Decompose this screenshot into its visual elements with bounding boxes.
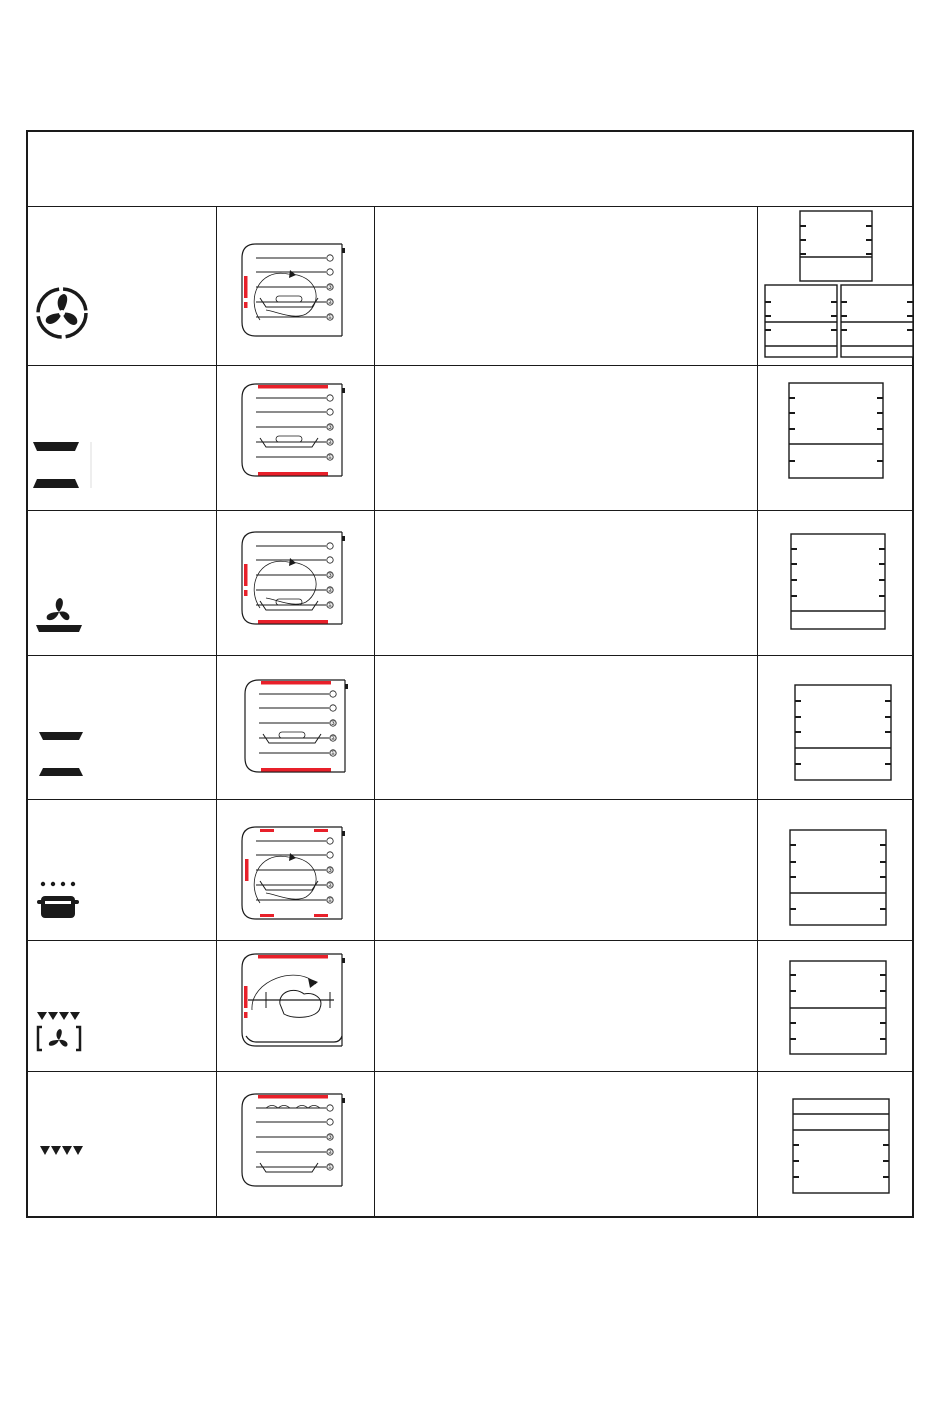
oven-diagram-row-7: [238, 1090, 350, 1188]
shelf-diagram-row-1-top: [799, 210, 873, 282]
shelf-diagram-row-2: [788, 382, 884, 479]
svg-text:③: ③: [327, 867, 333, 875]
grill-icon: [40, 1144, 86, 1158]
col-divider: [757, 206, 758, 1216]
svg-text:①: ①: [330, 750, 336, 758]
svg-text:①: ①: [327, 1164, 333, 1172]
svg-text:②: ②: [327, 587, 333, 595]
row-divider: [28, 1071, 912, 1072]
svg-text:②: ②: [327, 882, 333, 890]
oven-diagram-row-4: [241, 676, 353, 774]
top-bottom-heat-icon: [33, 440, 95, 490]
shelf-diagram-row-6: [789, 960, 887, 1055]
shelf-diagram-row-3: [790, 533, 886, 630]
svg-text:①: ①: [327, 602, 333, 610]
defrost-pot-icon: [36, 880, 82, 922]
grill-fan-icon: [34, 1010, 86, 1054]
svg-text:③: ③: [327, 424, 333, 432]
shelf-diagram-row-1-right: [840, 284, 914, 358]
row-3-description: [384, 520, 744, 645]
svg-text:①: ①: [327, 897, 333, 905]
shelf-diagram-row-5: [789, 829, 887, 926]
svg-text:①: ①: [327, 454, 333, 462]
svg-text:③: ③: [330, 720, 336, 728]
oven-diagram-row-6: [238, 950, 350, 1048]
row-5-description: [384, 809, 744, 929]
row-divider: [28, 655, 912, 656]
row-1-description: [384, 216, 744, 356]
top-bottom-heat-icon: [39, 730, 85, 778]
row-2-description: [384, 375, 744, 500]
row-divider: [28, 510, 912, 511]
row-divider: [28, 365, 912, 366]
row-divider: [28, 206, 912, 207]
oven-diagram-row-2: [238, 380, 350, 478]
col-divider: [216, 206, 217, 1216]
row-divider: [28, 940, 912, 941]
svg-text:②: ②: [330, 735, 336, 743]
row-6-description: [384, 950, 744, 1060]
svg-text:②: ②: [327, 1149, 333, 1157]
svg-text:②: ②: [327, 299, 333, 307]
svg-text:①: ①: [327, 314, 333, 322]
oven-diagram-row-1: [238, 240, 350, 338]
svg-text:③: ③: [327, 572, 333, 580]
oven-diagram-row-5: [238, 823, 350, 921]
row-divider: [28, 799, 912, 800]
svg-text:②: ②: [327, 439, 333, 447]
fan-bottom-heat-icon: [36, 592, 84, 634]
svg-text:③: ③: [327, 1134, 333, 1142]
table-header: [28, 132, 912, 206]
col-divider: [374, 206, 375, 1216]
oven-diagram-row-3: [238, 528, 350, 626]
row-7-description: [384, 1081, 744, 1206]
shelf-diagram-row-1-left: [764, 284, 838, 358]
shelf-diagram-row-7: [792, 1098, 890, 1194]
row-4-description: [384, 665, 744, 790]
svg-text:③: ③: [327, 284, 333, 292]
shelf-diagram-row-4: [794, 684, 892, 781]
fan-icon: [35, 286, 89, 340]
